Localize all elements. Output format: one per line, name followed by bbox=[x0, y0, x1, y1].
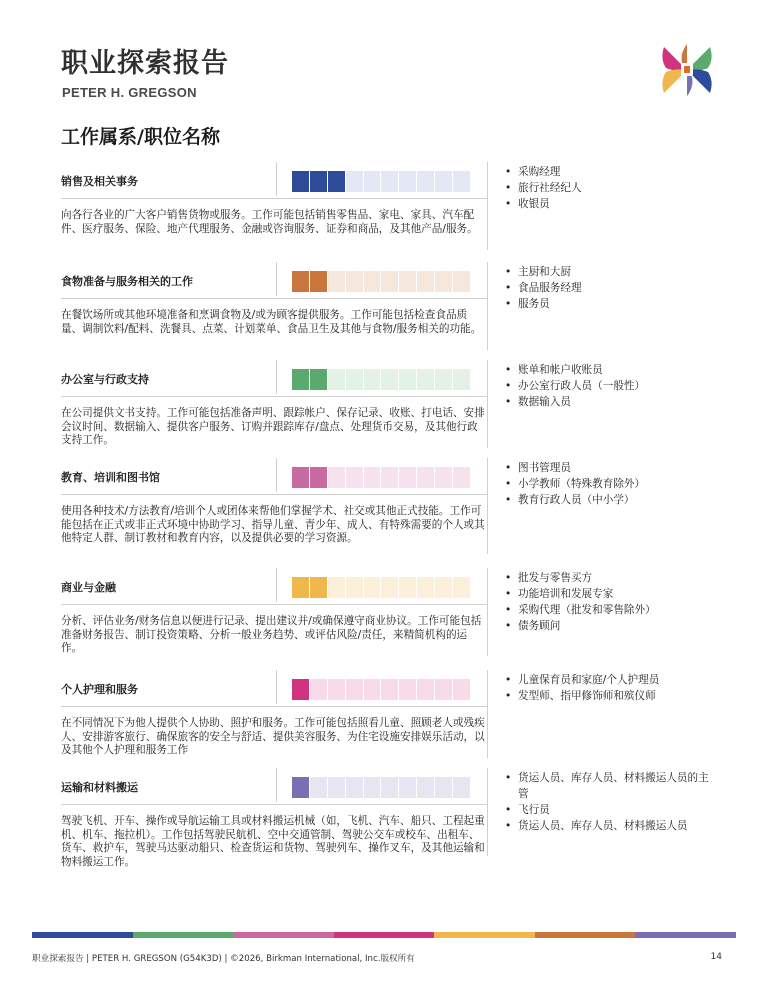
divider bbox=[61, 804, 488, 805]
divider bbox=[61, 494, 488, 495]
report-title: 职业探索报告 bbox=[61, 48, 229, 79]
scale-cell-empty bbox=[435, 467, 452, 488]
job-title-list bbox=[505, 362, 715, 410]
job-family-name: 食物准备与服务相关的工作 bbox=[61, 275, 193, 288]
scale-cell-filled bbox=[292, 467, 309, 488]
scale-cell-empty bbox=[346, 369, 363, 390]
color-band-segment bbox=[133, 932, 234, 938]
divider bbox=[276, 262, 277, 296]
birkman-logo-icon bbox=[658, 41, 716, 99]
divider bbox=[61, 604, 488, 605]
scale-cell-empty bbox=[453, 271, 470, 292]
scale-cell-empty bbox=[453, 777, 470, 798]
scale-cell-empty bbox=[364, 369, 381, 390]
scale-cell-empty bbox=[453, 577, 470, 598]
job-title-item: • 图书管理员 bbox=[505, 460, 715, 476]
divider bbox=[276, 162, 277, 196]
footer-text: 职业探索报告 | PETER H. GREGSON (G54K3D) | ©2026, Birkman International, Inc.版权所有 bbox=[32, 954, 415, 964]
scale-cell-empty bbox=[381, 467, 398, 488]
divider bbox=[61, 396, 488, 397]
scale-cell-empty bbox=[364, 777, 381, 798]
job-family-name: 销售及相关事务 bbox=[61, 175, 138, 188]
job-family-description: 在不同情况下为他人提供个人协助、照护和服务。工作可能包括照看儿童、照顾老人或残疾人、安排游客旅行、确保旅客的安全与舒适、提供美容服务、为住宅设施安排娱乐活动，以及其他个人护理和服务工作 bbox=[61, 717, 485, 756]
job-title-item: • 功能培训和发展专家 bbox=[505, 586, 715, 602]
job-title-item: • 货运人员、库存人员、材料搬运人员的主管 bbox=[505, 770, 715, 802]
person-name: PETER H. GREGSON bbox=[62, 85, 197, 100]
job-family-description: 向各行各业的广大客户销售货物或服务。工作可能包括销售零售品、家电、家具、汽车配件、医疗服务、保险、地产代理服务、金融或咨询服务、证券和商品，及其他产品/服务。 bbox=[61, 209, 478, 235]
scale-cell-filled bbox=[310, 171, 327, 192]
job-family-description: 分析、评估业务/财务信息以便进行记录、提出建议并/或确保遵守商业协议。工作可能包括准备财务报告、制订投资策略、分析一般业务趋势、或评估风险/责任，来精简机构的运作。 bbox=[61, 615, 482, 654]
job-title-item: • 发型师、指甲修饰师和殡仪师 bbox=[505, 688, 715, 704]
scale-cell-empty bbox=[381, 777, 398, 798]
scale-cell-empty bbox=[346, 467, 363, 488]
divider bbox=[276, 458, 277, 492]
scale-cell-empty bbox=[399, 369, 416, 390]
divider bbox=[276, 360, 277, 394]
job-title-list bbox=[505, 672, 715, 704]
interest-scale bbox=[292, 679, 470, 700]
scale-cell-empty bbox=[381, 577, 398, 598]
job-title-list bbox=[505, 570, 715, 634]
divider bbox=[487, 768, 488, 856]
color-band-segment bbox=[334, 932, 435, 938]
job-title-list bbox=[505, 460, 715, 508]
divider bbox=[487, 262, 488, 350]
divider bbox=[276, 670, 277, 704]
scale-cell-filled bbox=[328, 171, 345, 192]
job-title-item: • 主厨和大厨 bbox=[505, 264, 715, 280]
scale-cell-empty bbox=[435, 271, 452, 292]
scale-cell-empty bbox=[399, 271, 416, 292]
scale-cell-empty bbox=[381, 369, 398, 390]
job-title-item: • 食品服务经理 bbox=[505, 280, 715, 296]
job-family-description: 在餐饮场所或其他环境准备和烹调食物及/或为顾客提供服务。工作可能包括检查食品质量、调制饮料/配料、洗餐具、点菜、计划菜单、食品卫生及其他与食物/服务相关的功能。 bbox=[61, 309, 482, 335]
divider bbox=[487, 670, 488, 758]
job-title-item: • 小学教师（特殊教育除外） bbox=[505, 476, 715, 492]
divider bbox=[276, 568, 277, 602]
scale-cell-empty bbox=[417, 171, 434, 192]
job-title-list bbox=[505, 164, 715, 212]
divider bbox=[61, 198, 488, 199]
scale-cell-empty bbox=[381, 679, 398, 700]
scale-cell-empty bbox=[346, 271, 363, 292]
color-band bbox=[32, 932, 736, 938]
scale-cell-filled bbox=[310, 467, 327, 488]
divider bbox=[276, 768, 277, 802]
job-title-item: • 收银员 bbox=[505, 196, 715, 212]
scale-cell-empty bbox=[399, 777, 416, 798]
job-title-item: • 飞行员 bbox=[505, 802, 715, 818]
job-title-item: • 教育行政人员（中小学） bbox=[505, 492, 715, 508]
divider bbox=[487, 360, 488, 448]
job-family-name: 商业与金融 bbox=[61, 581, 116, 594]
scale-cell-filled bbox=[310, 369, 327, 390]
scale-cell-filled bbox=[292, 777, 309, 798]
scale-cell-empty bbox=[381, 271, 398, 292]
job-family-name: 个人护理和服务 bbox=[61, 683, 138, 696]
scale-cell-empty bbox=[453, 369, 470, 390]
scale-cell-empty bbox=[453, 467, 470, 488]
scale-cell-empty bbox=[346, 679, 363, 700]
scale-cell-empty bbox=[417, 467, 434, 488]
job-family-name: 运输和材料搬运 bbox=[61, 781, 138, 794]
job-title-list bbox=[505, 770, 715, 834]
scale-cell-empty bbox=[328, 369, 345, 390]
scale-cell-empty bbox=[381, 171, 398, 192]
job-title-item: • 批发与零售买方 bbox=[505, 570, 715, 586]
scale-cell-empty bbox=[435, 171, 452, 192]
scale-cell-empty bbox=[453, 679, 470, 700]
job-title-item: • 旅行社经纪人 bbox=[505, 180, 715, 196]
scale-cell-empty bbox=[364, 467, 381, 488]
scale-cell-empty bbox=[328, 271, 345, 292]
interest-scale bbox=[292, 369, 470, 390]
color-band-segment bbox=[32, 932, 133, 938]
scale-cell-empty bbox=[328, 777, 345, 798]
job-family-description: 在公司提供文书支持。工作可能包括准备声明、跟踪帐户、保存记录、收账、打电话、安排会议时间、数据输入、提供客户服务、订购并跟踪库存/盘点、处理货币交易，及其他行政支持工作。 bbox=[61, 407, 485, 446]
scale-cell-empty bbox=[435, 369, 452, 390]
scale-cell-empty bbox=[417, 271, 434, 292]
job-family-name: 教育、培训和图书馆 bbox=[61, 471, 160, 484]
scale-cell-empty bbox=[417, 777, 434, 798]
interest-scale bbox=[292, 467, 470, 488]
scale-cell-empty bbox=[435, 679, 452, 700]
color-band-segment bbox=[233, 932, 334, 938]
scale-cell-empty bbox=[453, 171, 470, 192]
divider bbox=[487, 458, 488, 554]
page-number: 14 bbox=[710, 952, 722, 962]
job-family-description: 使用各种技术/方法教育/培训个人或团体来帮他们掌握学术、社交或其他正式技能。工作可能包括在正式或非正式环境中协助学习、指导儿童、青少年、成人、有特殊需要的个人或其他特定人群、制订教材和教育内容，以及提供必要的学习资源。 bbox=[61, 505, 485, 544]
interest-scale bbox=[292, 271, 470, 292]
scale-cell-filled bbox=[292, 171, 309, 192]
interest-scale bbox=[292, 777, 470, 798]
job-title-item: • 采购经理 bbox=[505, 164, 715, 180]
scale-cell-empty bbox=[328, 467, 345, 488]
divider bbox=[61, 706, 488, 707]
job-title-item: • 办公室行政人员（一般性） bbox=[505, 378, 715, 394]
scale-cell-empty bbox=[328, 679, 345, 700]
job-title-item: • 服务员 bbox=[505, 296, 715, 312]
job-title-item: • 数据输入员 bbox=[505, 394, 715, 410]
color-band-segment bbox=[635, 932, 736, 938]
job-family-description: 驾驶飞机、开车、操作或导航运输工具或材料搬运机械（如，飞机、汽车、船只、工程起重机、机车、拖拉机）。工作包括驾驶民航机、空中交通管制、驾驶公交车或校车、出租车、货车、救护车，驾驶马达驱动船只、检查货运和货物、驾驶列车、操作叉车，及其他运输和物料搬运工作。 bbox=[61, 815, 485, 868]
section-title: 工作属系/职位名称 bbox=[61, 126, 220, 148]
job-title-item: • 采购代理（批发和零售除外） bbox=[505, 602, 715, 618]
interest-scale bbox=[292, 577, 470, 598]
scale-cell-filled bbox=[292, 271, 309, 292]
scale-cell-empty bbox=[346, 577, 363, 598]
scale-cell-empty bbox=[310, 777, 327, 798]
scale-cell-filled bbox=[292, 369, 309, 390]
scale-cell-filled bbox=[310, 271, 327, 292]
scale-cell-empty bbox=[435, 777, 452, 798]
job-title-item: • 货运人员、库存人员、材料搬运人员 bbox=[505, 818, 715, 834]
scale-cell-empty bbox=[417, 577, 434, 598]
scale-cell-empty bbox=[417, 679, 434, 700]
scale-cell-empty bbox=[399, 171, 416, 192]
color-band-segment bbox=[434, 932, 535, 938]
scale-cell-empty bbox=[364, 679, 381, 700]
scale-cell-empty bbox=[364, 171, 381, 192]
scale-cell-empty bbox=[328, 577, 345, 598]
interest-scale bbox=[292, 171, 470, 192]
job-title-item: • 儿童保育员和家庭/个人护理员 bbox=[505, 672, 715, 688]
scale-cell-empty bbox=[399, 467, 416, 488]
divider bbox=[61, 298, 488, 299]
scale-cell-empty bbox=[346, 777, 363, 798]
scale-cell-empty bbox=[435, 577, 452, 598]
scale-cell-empty bbox=[399, 679, 416, 700]
color-band-segment bbox=[535, 932, 636, 938]
job-title-item: • 债务顾问 bbox=[505, 618, 715, 634]
job-title-list bbox=[505, 264, 715, 312]
scale-cell-filled bbox=[292, 679, 309, 700]
scale-cell-empty bbox=[310, 679, 327, 700]
job-title-item: • 账单和帐户收账员 bbox=[505, 362, 715, 378]
scale-cell-filled bbox=[310, 577, 327, 598]
divider bbox=[487, 162, 488, 250]
scale-cell-filled bbox=[292, 577, 309, 598]
scale-cell-empty bbox=[399, 577, 416, 598]
scale-cell-empty bbox=[346, 171, 363, 192]
job-family-name: 办公室与行政支持 bbox=[61, 373, 149, 386]
scale-cell-empty bbox=[364, 577, 381, 598]
scale-cell-empty bbox=[364, 271, 381, 292]
divider bbox=[487, 568, 488, 656]
scale-cell-empty bbox=[417, 369, 434, 390]
